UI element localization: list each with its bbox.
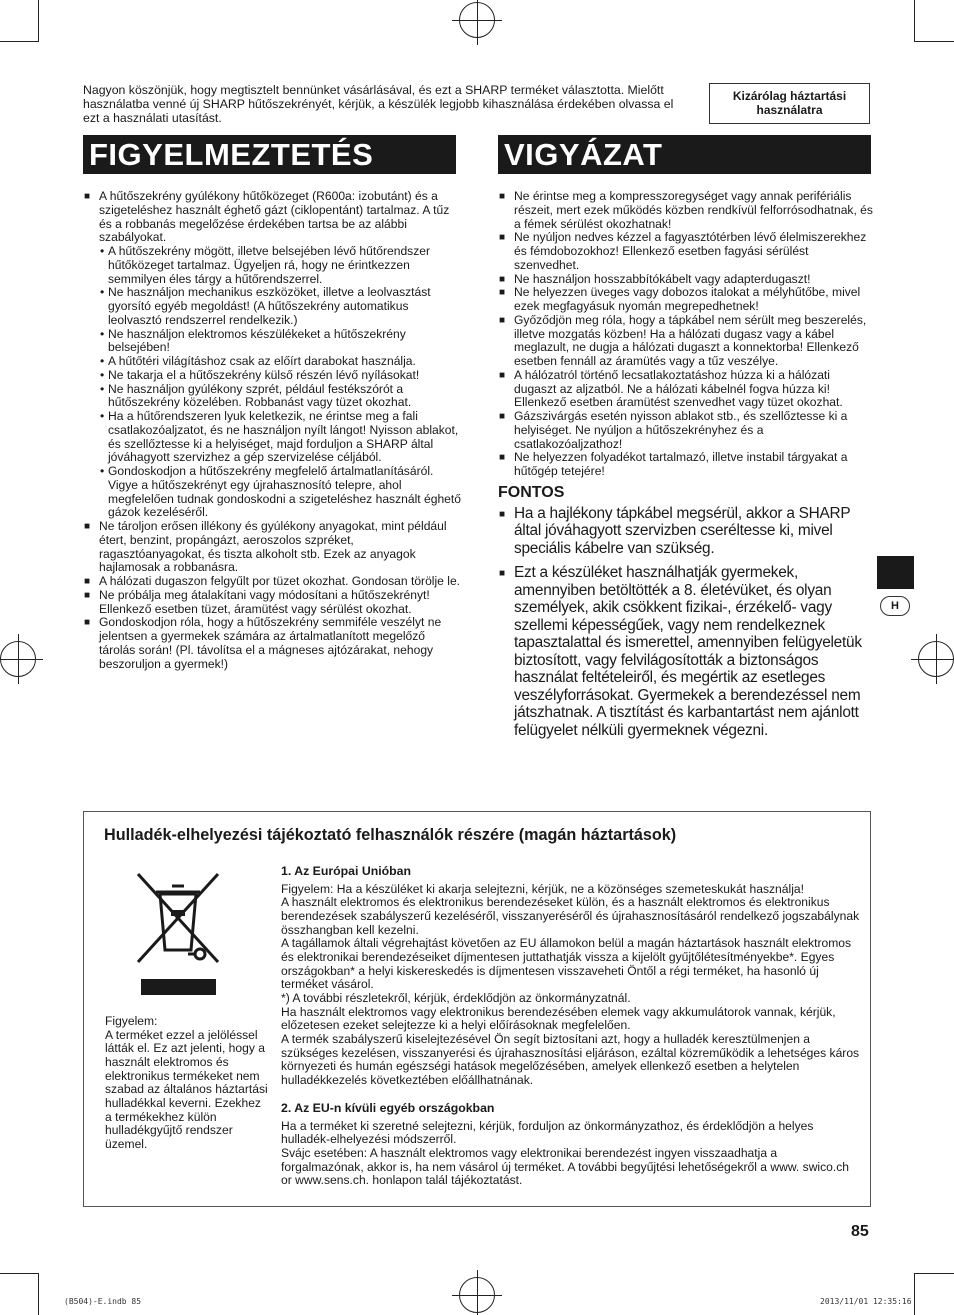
- important-item: ■ Ezt a készüléket használhatják gyermekek, amennyiben betöltötték a 8. életévüket, és olyan személyek, akik csökkent fizikai-, érzékelő- vagy szellemi képességűek, vagy nem rendelkeznek tapasztalattal és ismerettel, amennyiben felügyeletük biztosított, vagy felvilágosították a biztonságos használat feltételeiről, és megértik az esetleges veszélyforrásokat. Gyermekek a berendezéssel nem játszhatnak. A tisztítást és karbantartást nem ajánlott felügyelet nélküli gyermeknek végezni.: [499, 564, 862, 739]
- footer-timestamp: 2013/11/01 12:35:16: [820, 1297, 912, 1306]
- crop-mark: [38, 1273, 39, 1315]
- warning-sub-item: • A hűtőtéri világításhoz csak az előírt darabokat használja.: [100, 354, 416, 368]
- waste-side-note: Figyelem: A terméket ezzel a jelöléssel látták el. Ez azt jelenti, hogy a használt elektromos és elektronikus termékeket nem szabad az általános háztartási hulladékkal keverni. Ezekhez a termékekhez külön hulladékgyűjtő rendszer üzemel.: [105, 1014, 268, 1151]
- registration-mark: [459, 1277, 495, 1313]
- page-number: 85: [851, 1223, 869, 1240]
- eu-section: [281, 865, 861, 1088]
- warning-sub-item: • Gondoskodjon a hűtőszekrény megfelelő ártalmatlanításáról. Vigye a hűtőszekrényt egy újrahasznosító telepre, ahol megfelelően tudnak gondoskodni a szigeteléshez használt éghető gázok kezeléséről.: [100, 464, 461, 520]
- warning-sub-item: • Ha a hűtőrendszeren lyuk keletkezik, ne érintse meg a fali csatlakozóaljzatot, és ne használjon nyílt lángot! Nyisson ablakot, és szellőztesse ki a helyiséget, majd forduljon a SHARP által jóváhagyott szervizhez a gép szervizelése céljából.: [100, 409, 459, 465]
- warning-column: [83, 190, 461, 671]
- household-use-badge: Kizárólag háztartási használatra: [709, 83, 870, 124]
- registration-mark: [0, 641, 36, 677]
- bullet-square-icon: ■: [499, 273, 506, 285]
- warning-sub-item: • Ne használjon mechanikus eszközöket, illetve a leolvasztást gyorsító egyéb megoldást! (A hűtőszekrény automatikus leolvasztó rendszerrel rendelkezik.): [100, 285, 431, 327]
- caution-item: ■ Ne használjon hosszabbítókábelt vagy adapterdugaszt!: [499, 271, 811, 286]
- warning-item: ■ A hálózati dugaszon felgyűlt por tüzet okozhat. Gondosan törölje le.: [84, 574, 461, 588]
- important-item: ■ Ha a hajlékony tápkábel megsérül, akkor a SHARP által jóváhagyott szervizben cseréltesse ki, mivel speciális kábelre van szükség.: [499, 504, 851, 557]
- crop-mark: [915, 41, 954, 42]
- bullet-square-icon: ■: [499, 369, 506, 381]
- registration-mark: [459, 2, 495, 38]
- warning-sub-item: • Ne használjon elektromos készülékeket a hűtőszekrény belsejében!: [100, 326, 406, 355]
- caution-item: ■ Ne nyúljon nedves kézzel a fagyasztótérben lévő élelmiszerekhez és fémdobozokhoz! Ellenkező esetben fagyási sérülést szenvedhet.: [499, 230, 867, 272]
- non-eu-section-body: Ha a terméket ki szeretné selejtezni, kérjük, forduljon az önkormányzathoz, és érdeklődjön a helyes hulladék-elhelyezési módszerről. Svájc esetében: A használt elektromos vagy elektronikai berendezést ingyen visszaadhatja a forgalmazónak, akkor is, ha nem vásárol új terméket. A további begyűjtési lehetőségekről a www. swico.ch or www.sens.ch. honlapon talál tájékoztatást.: [281, 1118, 850, 1188]
- bullet-square-icon: ■: [499, 287, 506, 299]
- eu-section-title: 1. Az Európai Unióban: [281, 864, 412, 878]
- crop-mark: [0, 1273, 38, 1274]
- warning-sub-item: • A hűtőszekrény mögött, illetve belsejében lévő hűtőrendszer hűtőközeget tartalmaz. Ügyeljen rá, hogy ne érintkezzen semmilyen éles tárgy a hűtőrendszerrel.: [100, 244, 431, 286]
- caution-item: ■ Győződjön meg róla, hogy a tápkábel nem sérült meg beszerelés, illetve mozgatás közben! Ha a hálózati dugasz vagy a kábel meglazult, ne dugja a hálózati dugaszt a konnektorba! Ellenkező esetben fennáll az áramütés vagy a tűz veszélye.: [499, 312, 867, 368]
- waste-disposal-box: [83, 811, 871, 1207]
- footer-file-info: (B504)-E.indb 85: [64, 1297, 142, 1306]
- bullet-square-icon: ■: [84, 521, 91, 532]
- caution-item: ■ Ne helyezzen üveges vagy dobozos italokat a mélyhűtőbe, mivel ezek megfagyásuk nyomán megrepedhetnek!: [499, 285, 861, 313]
- bullet-square-icon: ■: [499, 452, 506, 464]
- bullet-square-icon: ■: [499, 508, 505, 520]
- crop-mark: [914, 0, 915, 42]
- crop-mark: [38, 0, 39, 42]
- non-eu-section-title: 2. Az EU-n kívüli egyéb országokban: [281, 1101, 495, 1115]
- caution-item: ■ A hálózatról történő lecsatlakoztatáshoz húzza ki a hálózati dugaszt az aljzatból. Ne a hálózati kábelnél fogva húzza ki! Ellenkező esetben áramütést szenvedhet vagy tüzet okozhat.: [499, 367, 843, 410]
- warning-item: ■ Gondoskodjon róla, hogy a hűtőszekrény semmiféle veszélyt ne jelentsen a gyermekek számára az ártalmatlanított megelőző tárolás során! (Pl. távolítsa el a mágneses ajtózárakat, nehogy beszoruljon a gyermek!): [84, 615, 442, 671]
- bullet-square-icon: ■: [499, 314, 506, 326]
- eu-section-body: Figyelem: Ha a készüléket ki akarja selejtezni, kérjük, ne a közönséges szemeteskukát használja! A használt elektromos és elektronikus berendezéseket külön, és a használt elektromos és elektronikus berendezések szabályszerű kezeléséről, visszanyeréséről és újrahasznosításáról rendelkező jogszabálynak összhangban kell kezelni. A tagállamok általi végrehajtást követően az EU államokon belül a magán háztartások használt elektromos és elektronikai berendezéseiket díjmentesen juttathatják vissza a kijelölt gyűjtőlétesítményekbe*. Egyes országokban* a helyi kiskereskedés is díjmentesen visszaveheti Öntől a régi terméket, ha hasonló új terméket vásárol. *) A további részletekről, kérjük, érdeklődjön az önkormányzatnál. Ha használt elektromos vagy elektronikus berendezésében elemek vagy akkumulátorok vannak, kérjük, előzetesen ezeket selejtezze ki a helyi előírásoknak megfelelően. A termék szabályszerű kiselejtezésével Ön segít biztosítani azt, hogy a hulladék keresztülmenjen a szükséges kezelésen, visszanyerési és újrahasznosítási eljáráson, ezáltal közreműködik a lehetséges káros környezeti és humán egészségi hatások megelőzésében, amelyek ellenkező esetben a helytelen hulladékkezelés következtében előállhatnának.: [281, 881, 860, 1087]
- bullet-square-icon: ■: [499, 191, 506, 202]
- bullet-square-icon: ■: [499, 568, 505, 579]
- non-eu-section: [281, 1102, 861, 1188]
- caution-item: ■ Gázszivárgás esetén nyisson ablakot stb., és szellőztesse ki a helyiséget. Ne nyúljon a hűtőszekrényhez és a csatlakozóaljzathoz!: [499, 409, 848, 451]
- crop-mark: [914, 1273, 915, 1315]
- crossed-out-bin-icon: [134, 870, 222, 966]
- bullet-square-icon: ■: [84, 576, 91, 587]
- caution-item: ■ Ne érintse meg a kompresszoregységet vagy annak perifériális részeit, mert ezek működés közben rendkívül felforrósodhatnak, és a fémek sérülést okozhatnak!: [499, 189, 873, 231]
- warning-item: ■ Ne tároljon erősen illékony és gyúlékony anyagokat, mint például étert, benzint, propángázt, aeroszolos szpréket, ragasztóanyagokat, és tiszta alkoholt stb. Ezek az anyagok hajlamosak a robbanásra.: [84, 519, 447, 575]
- crop-mark: [915, 1273, 954, 1274]
- bullet-square-icon: ■: [499, 232, 506, 244]
- bin-underline-bar: [141, 979, 216, 995]
- warning-heading: FIGYELMEZTETÉS: [83, 135, 456, 174]
- waste-disposal-title: Hulladék-elhelyezési tájékoztató felhasználók részére (magán háztartások): [104, 826, 677, 844]
- bullet-square-icon: ■: [499, 411, 506, 422]
- caution-item: ■ Ne helyezzen folyadékot tartalmazó, illetve instabil tárgyakat a hűtőgép tetejére!: [499, 450, 848, 478]
- crop-mark: [0, 41, 38, 42]
- language-tab-marker: [877, 556, 914, 589]
- warning-item: ■ A hűtőszekrény gyúlékony hűtőközeget (R600a: izobutánt) és a szigeteléshez használt éghető gázt (ciklopentánt) tartalmaz. A tűz és a robbanás megelőzése érdekében tartsa be az alábbi szabályokat.: [84, 189, 450, 245]
- bullet-square-icon: ■: [84, 589, 91, 601]
- caution-heading: VIGYÁZAT: [498, 135, 871, 174]
- registration-mark: [918, 641, 954, 677]
- bullet-square-icon: ■: [84, 191, 91, 202]
- language-label: H: [880, 596, 910, 616]
- intro-text: Nagyon köszönjük, hogy megtisztelt bennünket vásárlásával, és ezt a SHARP terméket választotta. Mielőtt használatba venné új SHARP hűtőszekrényét, kérjük, a készülék legjobb kihasználása érdekében olvassa el ezt a használati utasítást.: [83, 83, 674, 125]
- warning-sub-item: • Ne használjon gyúlékony szprét, például festékszórót a hűtőszekrény közelében. Robbanást vagy tüzet okozhat.: [100, 381, 412, 410]
- warning-sub-item: • Ne takarja el a hűtőszekrény külső részén lévő nyílásokat!: [100, 367, 420, 382]
- caution-column: [498, 190, 874, 746]
- bullet-square-icon: ■: [84, 617, 91, 629]
- important-heading: FONTOS: [498, 483, 565, 501]
- warning-item: ■ Ne próbálja meg átalakítani vagy módosítani a hűtőszekrényt! Ellenkező esetben tüzet, áramütést vagy sérülést okozhat.: [84, 587, 430, 616]
